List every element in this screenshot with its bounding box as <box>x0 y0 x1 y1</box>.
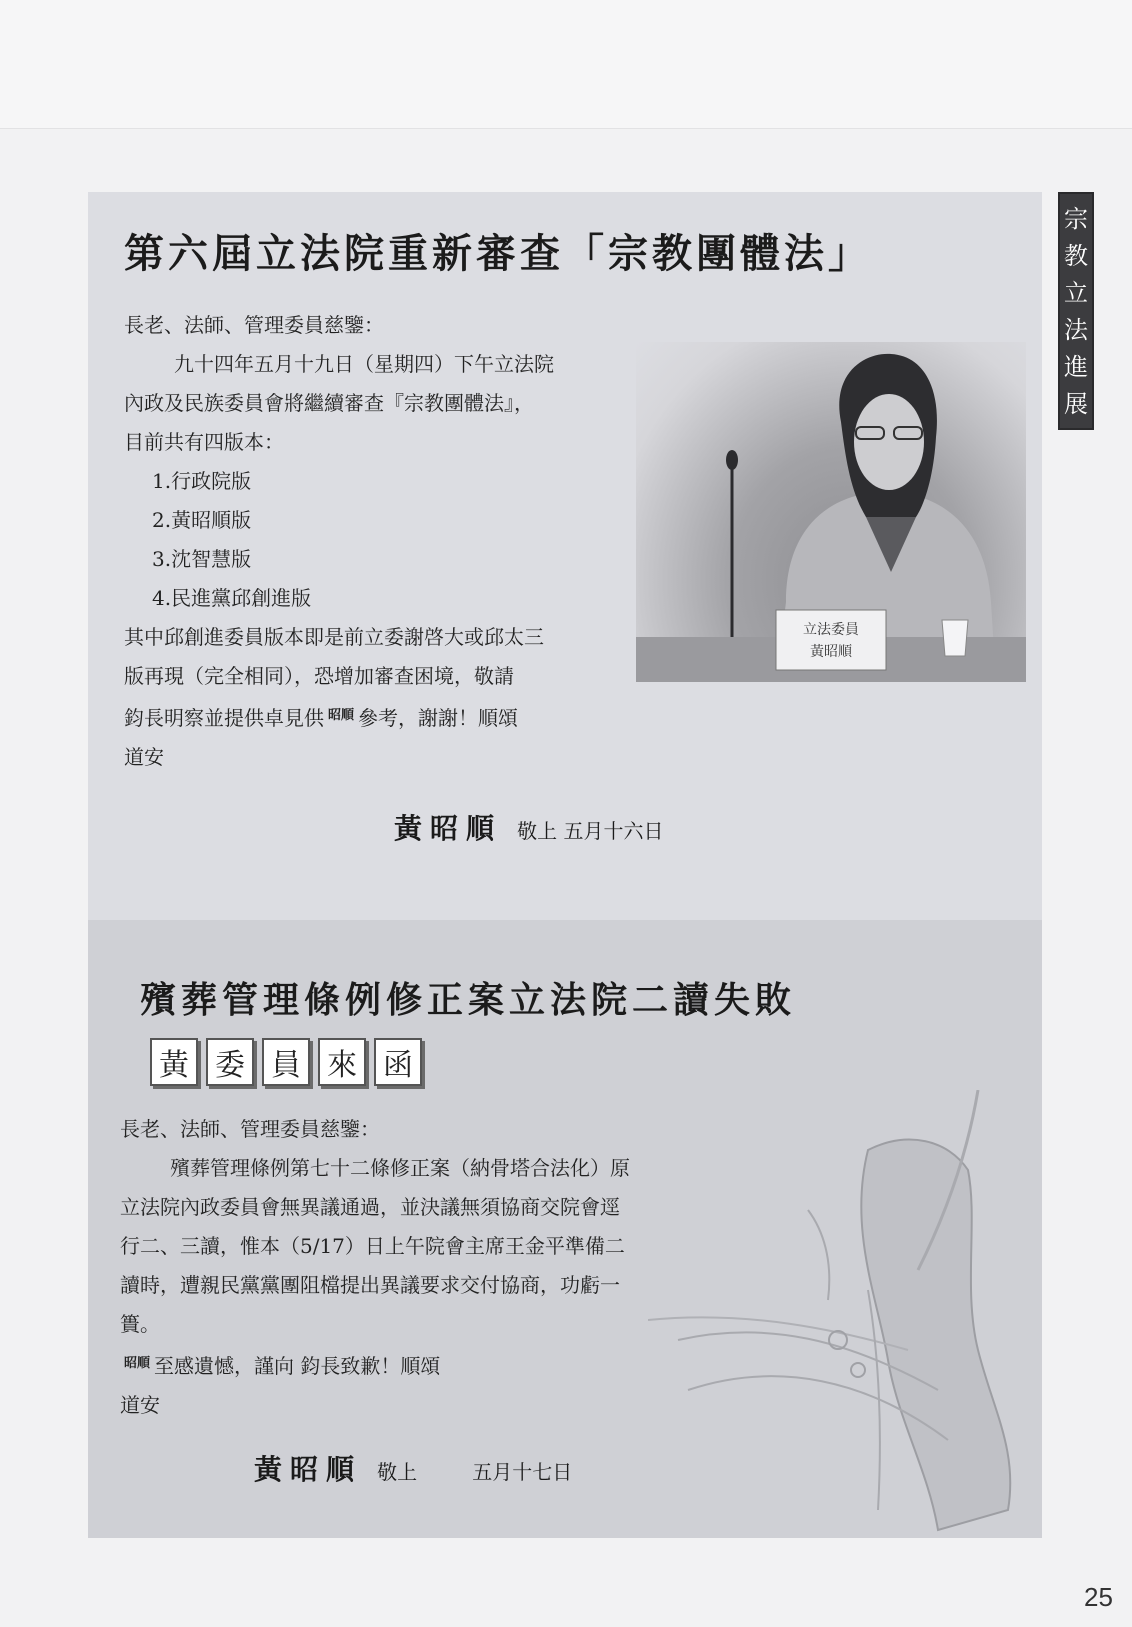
page-number: 25 <box>1084 1582 1113 1612</box>
section-tab-char: 法 <box>1064 315 1088 344</box>
article-1-body <box>124 306 594 777</box>
version-item: 3.沈智慧版 <box>152 547 252 571</box>
body-line: 讀時，遭親民黨黨團阻檔提出異議要求交付協商，功虧一 <box>120 1273 620 1297</box>
body-text-segment: 至感遺憾，謹向 鈞長致歉！順頌 <box>154 1354 441 1378</box>
body-line: 其中邱創進委員版本即是前立委謝啓大或邱太三 <box>124 625 544 649</box>
body-line: 九十四年五月十九日（星期四）下午立法院 <box>174 352 554 376</box>
section-tab-char: 進 <box>1064 352 1088 381</box>
section-tab-char: 宗 <box>1064 204 1088 233</box>
greeting: 長老、法師、管理委員慈鑒： <box>120 1117 380 1141</box>
letter-label-char: 委 <box>206 1038 254 1086</box>
version-item: 1.行政院版 <box>152 469 252 493</box>
body-line: 行二、三讀，惟本（5/17）日上午院會主席王金平準備二 <box>120 1234 625 1258</box>
photo-nameplate-line2: 黃昭順 <box>810 644 852 660</box>
signature-name: 黃昭順 <box>254 1453 363 1486</box>
letter-label-char: 函 <box>374 1038 422 1086</box>
article-1-panel <box>88 192 1042 920</box>
article-2-body <box>120 1110 680 1425</box>
letter-label-char: 黃 <box>150 1038 198 1086</box>
body-line: 簣。 <box>120 1312 160 1336</box>
greeting: 長老、法師、管理委員慈鑒： <box>124 313 384 337</box>
page-header-band <box>0 0 1132 129</box>
body-line: 目前共有四版本： <box>124 430 284 454</box>
version-item: 2.黃昭順版 <box>152 508 252 532</box>
legislator-photo <box>636 342 1026 682</box>
farewell: 道安 <box>124 745 164 769</box>
version-item: 4.民進黨邱創進版 <box>152 586 312 610</box>
article-2-title: 殯葬管理條例修正案立法院二讀失敗 <box>140 979 797 1021</box>
article-1-signature <box>394 807 663 847</box>
signature-date: 敬上 五月十六日 <box>517 819 664 843</box>
body-text-segment: 鈞長明察並提供卓見供 <box>124 706 324 730</box>
article-1-title: 第六屆立法院重新審查「宗教團體法」 <box>124 230 872 277</box>
small-name: 昭順 <box>124 1356 151 1371</box>
letter-label <box>150 1038 422 1086</box>
orchid-illustration <box>648 1090 1042 1538</box>
signature-name: 黃昭順 <box>394 812 503 845</box>
signature-date: 五月十七日 <box>472 1460 573 1484</box>
section-tab-char: 展 <box>1064 389 1088 418</box>
article-2-panel <box>88 920 1042 1538</box>
signature-salute: 敬上 <box>377 1460 418 1484</box>
body-line: 內政及民族委員會將繼續審查『宗教團體法』， <box>124 391 534 415</box>
letter-label-char: 來 <box>318 1038 366 1086</box>
section-tab-char: 立 <box>1064 278 1088 307</box>
section-tab-char: 教 <box>1064 241 1088 270</box>
section-tab <box>1058 192 1094 430</box>
small-name: 昭順 <box>328 708 355 723</box>
letter-label-char: 員 <box>262 1038 310 1086</box>
body-line: 版再現（完全相同），恐增加審查困境，敬請 <box>124 664 514 688</box>
body-line: 立法院內政委員會無異議通過，並決議無須協商交院會逕 <box>120 1195 620 1219</box>
body-line: 殯葬管理條例第七十二條修正案（納骨塔合法化）原 <box>170 1156 630 1180</box>
body-line <box>120 1344 680 1386</box>
farewell: 道安 <box>120 1393 160 1417</box>
photo-illustration <box>636 342 1026 682</box>
article-2-signature <box>254 1448 572 1488</box>
body-line <box>124 696 594 738</box>
photo-nameplate-line1: 立法委員 <box>803 622 859 638</box>
body-text-segment: 參考，謝謝！順頌 <box>358 706 519 730</box>
